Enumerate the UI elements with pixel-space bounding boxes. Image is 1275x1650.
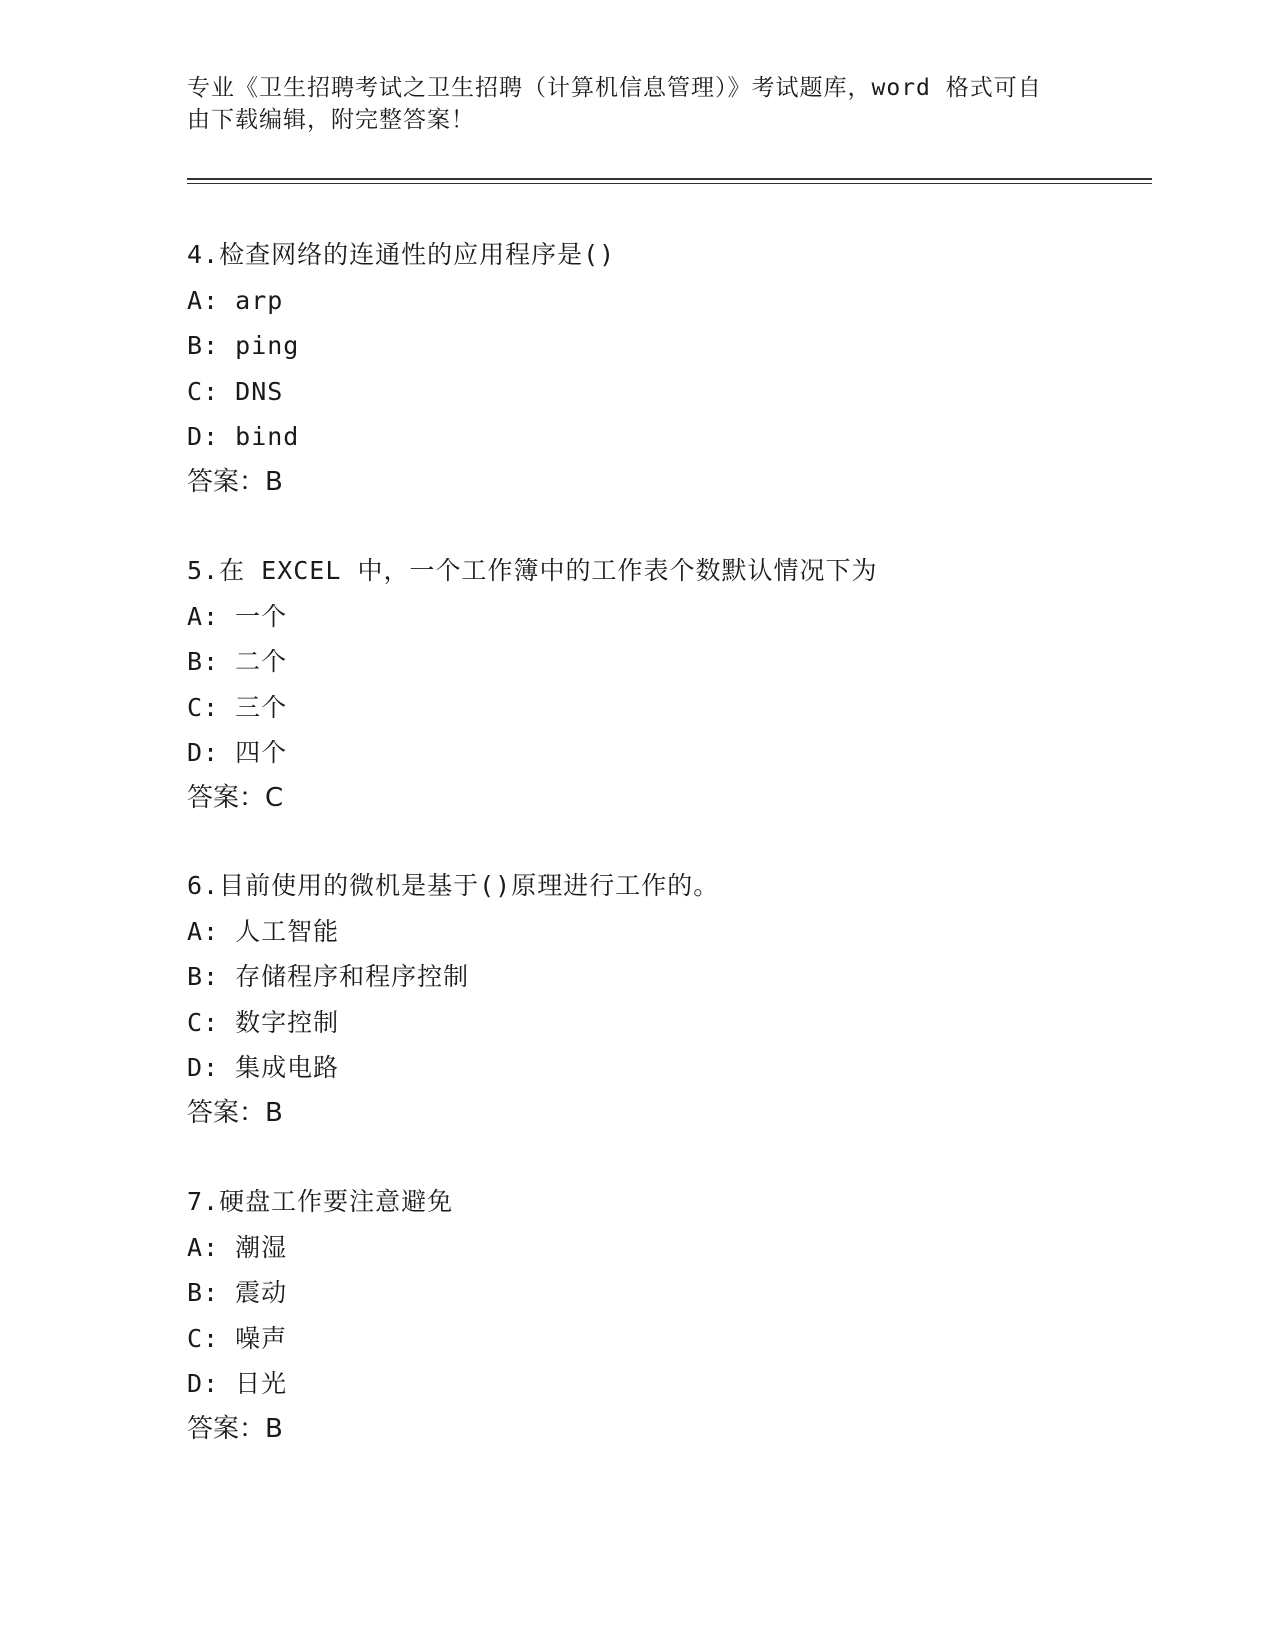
header-divider-thin [187, 183, 1152, 184]
answer-text: 答案：B [187, 466, 283, 497]
answer-text: 答案：B [187, 1097, 283, 1128]
option-a: A: 一个 [187, 601, 288, 631]
option-b: B: 存储程序和程序控制 [187, 962, 470, 991]
answer-text: 答案：C [187, 782, 284, 813]
question-4 [187, 232, 1147, 505]
option-c: C: 三个 [187, 692, 288, 722]
option-a: A: 潮湿 [187, 1232, 288, 1262]
option-b: B: 二个 [187, 647, 288, 676]
question-stem: 7.硬盘工作要注意避免 [187, 1187, 454, 1216]
option-b: B: 震动 [187, 1278, 288, 1307]
question-stem: 6.目前使用的微机是基于()原理进行工作的。 [187, 871, 720, 900]
question-6 [187, 863, 1147, 1136]
option-a: A: 人工智能 [187, 916, 340, 946]
question-stem: 4.检查网络的连通性的应用程序是() [187, 240, 616, 269]
option-d: D: 集成电路 [187, 1053, 340, 1082]
intro-line-1: 专业《卫生招聘考试之卫生招聘（计算机信息管理）》考试题库，word 格式可自 [187, 75, 1042, 101]
intro-line-2: 由下载编辑，附完整答案！ [187, 107, 475, 133]
question-5 [187, 548, 1147, 821]
answer-text: 答案：B [187, 1413, 283, 1444]
option-b: B: ping [187, 331, 300, 360]
document-intro [187, 72, 1067, 136]
question-7 [187, 1179, 1147, 1452]
question-stem: 5.在 EXCEL 中，一个工作簿中的工作表个数默认情况下为 [187, 556, 878, 585]
header-divider-thick [187, 178, 1152, 180]
option-c: C: 数字控制 [187, 1007, 340, 1037]
option-c: C: DNS [187, 376, 284, 406]
option-c: C: 噪声 [187, 1323, 288, 1353]
option-d: D: 日光 [187, 1369, 288, 1398]
option-d: D: 四个 [187, 738, 288, 767]
option-a: A: arp [187, 285, 284, 315]
option-d: D: bind [187, 422, 300, 451]
